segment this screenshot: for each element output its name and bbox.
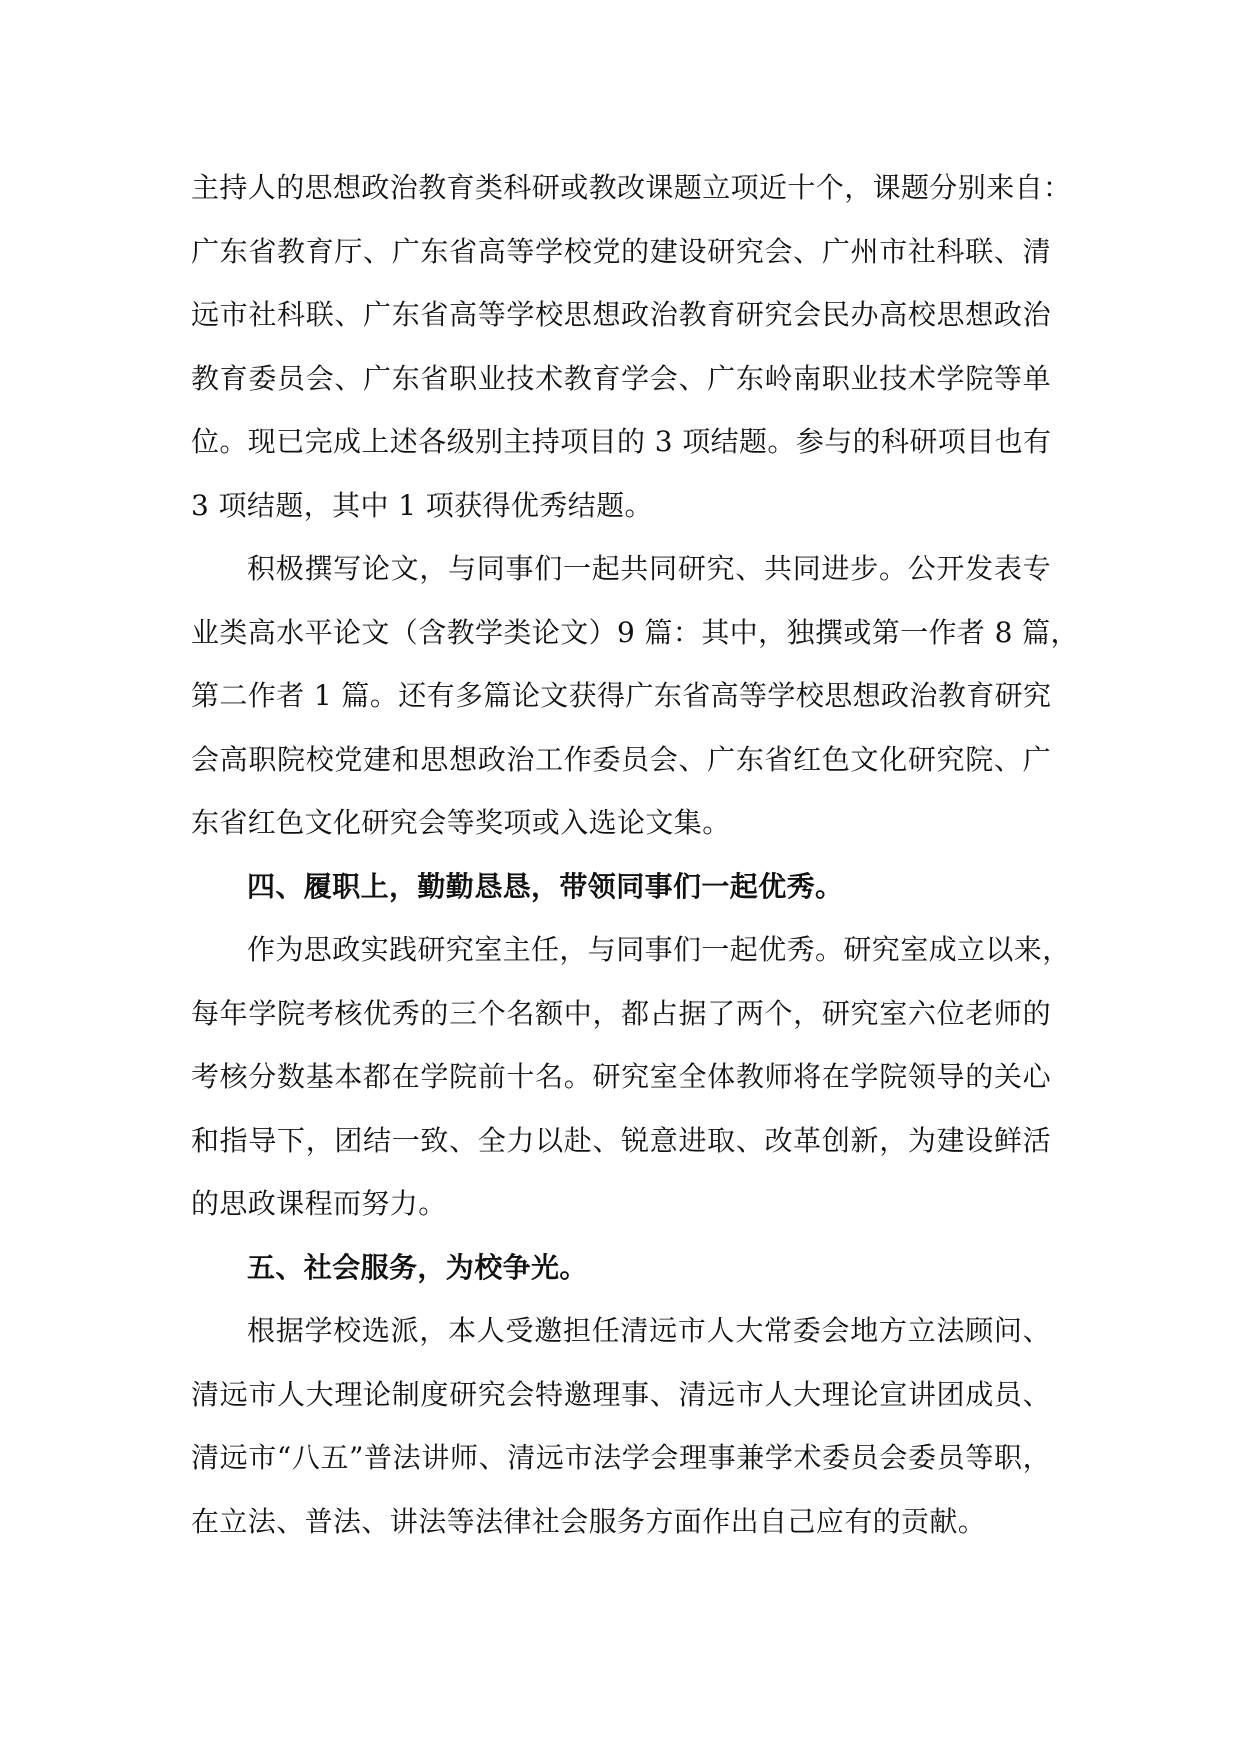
text-line: 业类高水平论文（含教学类论文）9 篇：其中，独撰或第一作者 8 篇，: [191, 615, 1079, 649]
text-line: 广东省教育厅、广东省高等学校党的建设研究会、广州市社科联、清: [191, 234, 1051, 268]
text-line: 在立法、普法、讲法等法律社会服务方面作出自己应有的贡献。: [191, 1504, 987, 1538]
text-line: 清远市“八五”普法讲师、清远市法学会理事兼学术委员会委员等职，: [191, 1441, 1051, 1474]
text-line: 积极撰写论文，与同事们一起共同研究、共同进步。公开发表专: [247, 552, 1051, 585]
text-line: 每年学院考核优秀的三个名额中，都占据了两个，研究室六位老师的: [191, 996, 1051, 1030]
text-line: 和指导下，团结一致、全力以赴、锐意进取、改革创新，为建设鲜活: [191, 1123, 1051, 1157]
text-line: 的思政课程而努力。: [191, 1187, 447, 1220]
text-line: 位。现已完成上述各级别主持项目的 3 项结题。参与的科研项目也有: [191, 425, 1052, 458]
section-heading: 四、履职上，勤勤恳恳，带领同事们一起优秀。: [247, 869, 844, 903]
text-line: 3 项结题，其中 1 项获得优秀结题。: [191, 488, 653, 522]
text-line: 东省红色文化研究会等奖项或入选论文集。: [191, 806, 731, 839]
text-line: 远市社科联、广东省高等学校思想政治教育研究会民办高校思想政治: [191, 298, 1051, 331]
text-line: 第二作者 1 篇。还有多篇论文获得广东省高等学校思想政治教育研究: [191, 679, 1052, 712]
text-line: 清远市人大理论制度研究会特邀理事、清远市人大理论宣讲团成员、: [191, 1377, 1051, 1411]
text-line: 考核分数基本都在学院前十名。研究室全体教师将在学院领导的关心: [191, 1060, 1051, 1093]
text-line: 教育委员会、广东省职业技术教育学会、广东岭南职业技术学院等单: [191, 361, 1051, 395]
document-body: [191, 156, 1079, 1553]
text-line: 作为思政实践研究室主任，与同事们一起优秀。研究室成立以来，: [247, 933, 1071, 966]
text-line: 根据学校选派，本人受邀担任清远市人大常委会地方立法顾问、: [247, 1314, 1051, 1347]
text-line: 主持人的思想政治教育类科研或教改课题立项近十个，课题分别来自：: [191, 171, 1072, 204]
section-heading: 五、社会服务，为校争光。: [247, 1250, 588, 1284]
text-line: 会高职院校党建和思想政治工作委员会、广东省红色文化研究院、广: [191, 742, 1051, 776]
